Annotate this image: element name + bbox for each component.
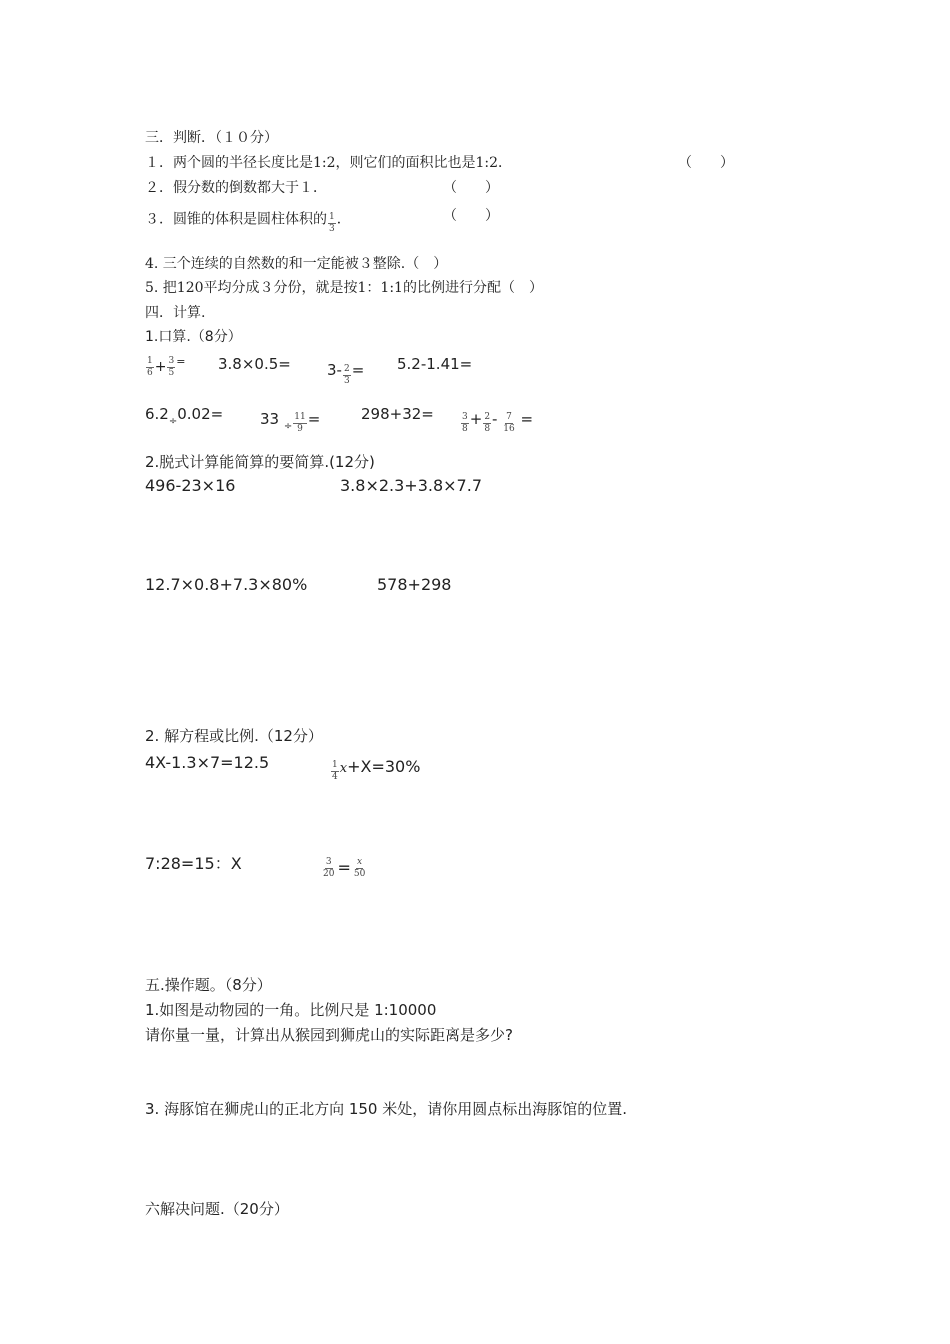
detach-e2: 3.8×2.3+3.8×7.7 <box>340 476 482 495</box>
detach-e4: 578+298 <box>377 575 452 594</box>
answer-blank-3-1[interactable]: （ ） <box>678 155 734 171</box>
question-5-1b: 请你量一量，计算出从猴园到狮虎山的实际距离是多少? <box>145 1026 513 1044</box>
oral-r1c4: 5.2-1.41= <box>397 355 473 373</box>
section-3-heading: 三．判断．（１０分） <box>145 130 278 146</box>
section-6-heading: 六解决问题.（20分） <box>145 1200 289 1218</box>
question-3-1: １．两个圆的半径长度比是1:2，则它们的面积比也是1:2． <box>145 155 513 171</box>
oral-r2c2: 33 $_\div$ $\frac{11}{9}$ = <box>260 410 321 434</box>
section-5-heading: 五.操作题。（8分） <box>145 976 272 994</box>
detach-title: 2.脱式计算能简算的要简算.(12分) <box>145 453 375 471</box>
equation-title: 2. 解方程或比例.（12分） <box>145 727 323 745</box>
answer-blank-3-2[interactable]: （ ） <box>443 180 499 196</box>
oral-r2c3: 298+32= <box>361 405 434 423</box>
question-3-3: ３．圆锥的体积是圆柱体积的 $\frac{1}{3}$ ． <box>145 211 351 234</box>
oral-calc-title: 1.口算.（8分） <box>145 329 242 345</box>
oral-r1c1: $\frac{1}{6}$ + $\frac{3}{5}$ = <box>147 355 186 378</box>
fraction: $\frac{1}{3}$ <box>329 212 335 234</box>
section-4-heading: 四．计算. <box>145 305 206 321</box>
oral-r2c4: $\frac{3}{8}$ + $\frac{2}{8}$ - $\frac{7}{16}$ = <box>462 410 534 434</box>
question-5-3: 3. 海豚馆在狮虎山的正北方向 150 米处，请你用圆点标出海豚馆的位置. <box>145 1100 628 1118</box>
equation-e4: $\frac{3}{20}$ = $\frac{x}{50}$ <box>323 857 366 879</box>
equation-e1: 4X-1.3×7=12.5 <box>145 753 270 772</box>
question-3-3-text: ３．圆锥的体积是圆柱体积的 <box>145 211 327 228</box>
oral-r1c3: 3- $\frac{2}{3}$ = <box>327 361 365 386</box>
answer-blank-3-3[interactable]: （ ） <box>443 208 499 224</box>
oral-r1c2: 3.8×0.5= <box>218 355 291 373</box>
question-3-5: 5. 把120平均分成３分份，就是按1：1:1的比例进行分配（ ） <box>145 280 543 296</box>
detach-e1: 496-23×16 <box>145 476 236 495</box>
equation-e3: 7:28=15：X <box>145 854 242 873</box>
question-3-4: 4. 三个连续的自然数的和一定能被３整除.（ ） <box>145 256 448 272</box>
detach-e3: 12.7×0.8+7.3×80% <box>145 575 308 594</box>
equation-e2: $\frac{1}{4}$ x+X=30% <box>332 757 421 782</box>
question-3-2: ２．假分数的倒数都大于１． <box>145 180 327 196</box>
oral-r2c1: $6.2_\div 0.02=$ <box>145 405 224 427</box>
question-5-1: 1.如图是动物园的一角。比例尺是 1:10000 <box>145 1001 437 1019</box>
